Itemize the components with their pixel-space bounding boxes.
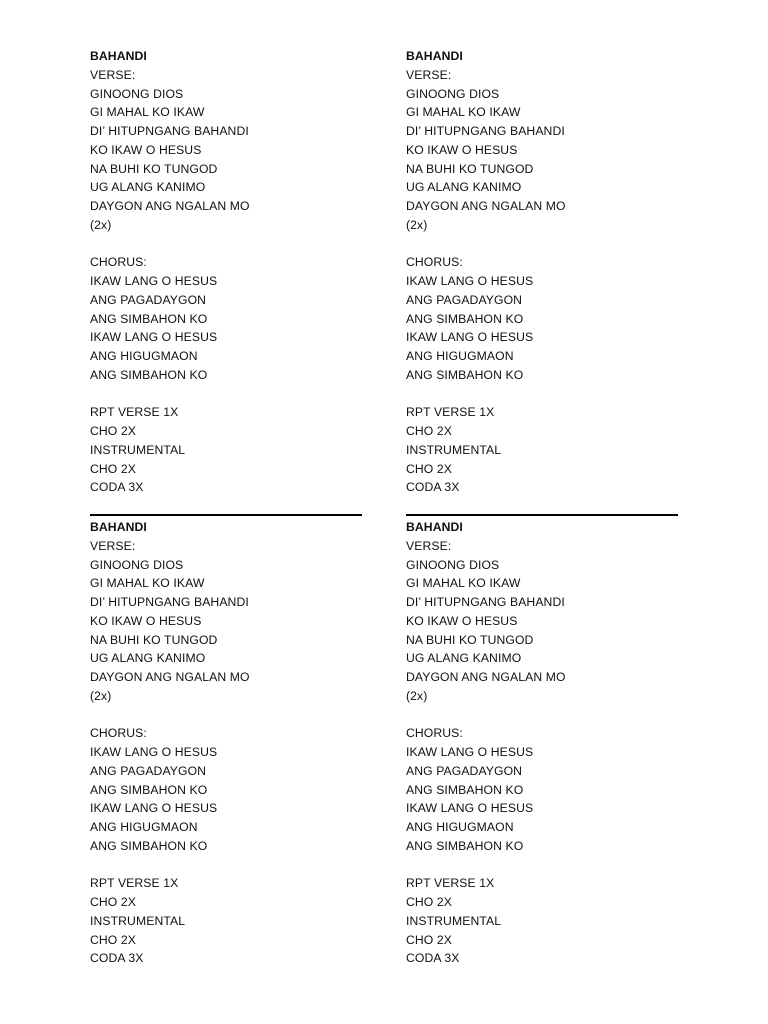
chorus-line: IKAW LANG O HESUS bbox=[406, 274, 534, 288]
chorus-line: ANG HIGUGMAON bbox=[406, 349, 514, 363]
divider-line-left bbox=[90, 514, 362, 516]
chorus-line: ANG PAGADAYGON bbox=[90, 292, 207, 307]
arrangement-line: CODA 3X bbox=[406, 480, 460, 495]
verse-line: NA BUHI KO TUNGOD bbox=[406, 632, 534, 647]
verse-line: GINOONG DIOS bbox=[90, 557, 184, 572]
arrangement-line: INSTRUMENTAL bbox=[406, 442, 502, 457]
arrangement-line: RPT VERSE 1X bbox=[90, 876, 179, 891]
song-title: BAHANDI bbox=[90, 520, 147, 534]
chorus-line: ANG HIGUGMAON bbox=[406, 820, 514, 834]
chorus-line: IKAW LANG O HESUS bbox=[406, 330, 534, 345]
chorus-label: CHORUS: bbox=[406, 726, 463, 741]
lyrics-copy-bottom-left bbox=[90, 518, 362, 968]
verse-label: VERSE: bbox=[90, 67, 136, 82]
verse-line: DI’ HITUPNGANG BAHANDI bbox=[90, 124, 249, 138]
verse-line: DI’ HITUPNGANG BAHANDI bbox=[406, 595, 565, 609]
arrangement-line: CHO 2X bbox=[406, 461, 452, 476]
verse-line: GI MAHAL KO IKAW bbox=[90, 105, 205, 120]
arrangement-line: CHO 2X bbox=[90, 932, 136, 947]
chorus-line: ANG SIMBAHON KO bbox=[90, 838, 208, 853]
lyrics-copy-bottom-right bbox=[406, 518, 678, 968]
verse-line: GI MAHAL KO IKAW bbox=[90, 576, 205, 591]
chorus-label: CHORUS: bbox=[406, 255, 463, 270]
chorus-line: ANG SIMBAHON KO bbox=[90, 782, 208, 797]
verse-line: UG ALANG KANIMO bbox=[406, 180, 522, 195]
verse-line: UG ALANG KANIMO bbox=[90, 180, 206, 195]
verse-line: GI MAHAL KO IKAW bbox=[406, 105, 521, 120]
chorus-line: ANG PAGADAYGON bbox=[406, 292, 523, 307]
verse-line: DAYGON ANG NGALAN MO bbox=[90, 670, 250, 684]
arrangement-line: CODA 3X bbox=[90, 480, 144, 495]
arrangement-line: INSTRUMENTAL bbox=[90, 442, 186, 457]
lyrics-copy-top-left bbox=[90, 47, 362, 497]
chorus-label: CHORUS: bbox=[90, 726, 147, 741]
verse-repeat: (2x) bbox=[406, 688, 428, 703]
verse-repeat: (2x) bbox=[406, 217, 428, 232]
verse-line: KO IKAW O HESUS bbox=[406, 613, 518, 628]
arrangement-line: CODA 3X bbox=[406, 951, 460, 966]
chorus-label: CHORUS: bbox=[90, 255, 147, 270]
divider-line-right bbox=[406, 514, 678, 516]
verse-line: DAYGON ANG NGALAN MO bbox=[90, 199, 250, 213]
spacer bbox=[406, 385, 678, 404]
arrangement-line: CHO 2X bbox=[90, 895, 136, 909]
spacer bbox=[406, 706, 678, 725]
arrangement-line: INSTRUMENTAL bbox=[406, 913, 502, 928]
chorus-line: ANG SIMBAHON KO bbox=[406, 782, 524, 797]
arrangement-line: CHO 2X bbox=[406, 932, 452, 947]
chorus-line: IKAW LANG O HESUS bbox=[406, 801, 534, 816]
arrangement-line: CHO 2X bbox=[406, 895, 452, 909]
lyrics-copy-top-right bbox=[406, 47, 678, 497]
spacer bbox=[406, 235, 678, 254]
verse-line: NA BUHI KO TUNGOD bbox=[90, 161, 218, 176]
verse-line: GINOONG DIOS bbox=[406, 557, 500, 572]
verse-line: UG ALANG KANIMO bbox=[406, 651, 522, 666]
chorus-line: ANG SIMBAHON KO bbox=[406, 367, 524, 382]
spacer bbox=[90, 856, 362, 875]
verse-line: DAYGON ANG NGALAN MO bbox=[406, 199, 566, 213]
spacer bbox=[90, 235, 362, 254]
spacer bbox=[90, 706, 362, 725]
verse-line: KO IKAW O HESUS bbox=[90, 613, 202, 628]
song-title: BAHANDI bbox=[406, 49, 463, 63]
arrangement-line: RPT VERSE 1X bbox=[406, 876, 495, 891]
verse-label: VERSE: bbox=[406, 538, 452, 553]
arrangement-line: CODA 3X bbox=[90, 951, 144, 966]
chorus-line: ANG SIMBAHON KO bbox=[90, 367, 208, 382]
verse-label: VERSE: bbox=[90, 538, 136, 553]
spacer bbox=[90, 385, 362, 404]
chorus-line: ANG HIGUGMAON bbox=[90, 820, 198, 834]
chorus-line: IKAW LANG O HESUS bbox=[90, 745, 218, 759]
verse-line: DI’ HITUPNGANG BAHANDI bbox=[406, 124, 565, 138]
verse-line: DI’ HITUPNGANG BAHANDI bbox=[90, 595, 249, 609]
verse-line: GI MAHAL KO IKAW bbox=[406, 576, 521, 591]
chorus-line: ANG HIGUGMAON bbox=[90, 349, 198, 363]
arrangement-line: INSTRUMENTAL bbox=[90, 913, 186, 928]
chorus-line: ANG SIMBAHON KO bbox=[406, 838, 524, 853]
verse-line: NA BUHI KO TUNGOD bbox=[406, 161, 534, 176]
arrangement-line: CHO 2X bbox=[90, 424, 136, 438]
verse-line: GINOONG DIOS bbox=[406, 86, 500, 101]
arrangement-line: CHO 2X bbox=[406, 424, 452, 438]
song-title: BAHANDI bbox=[90, 49, 147, 63]
arrangement-line: RPT VERSE 1X bbox=[90, 405, 179, 420]
verse-line: DAYGON ANG NGALAN MO bbox=[406, 670, 566, 684]
verse-label: VERSE: bbox=[406, 67, 452, 82]
verse-line: GINOONG DIOS bbox=[90, 86, 184, 101]
verse-line: KO IKAW O HESUS bbox=[90, 142, 202, 157]
verse-line: KO IKAW O HESUS bbox=[406, 142, 518, 157]
arrangement-line: CHO 2X bbox=[90, 461, 136, 476]
song-title: BAHANDI bbox=[406, 520, 463, 534]
arrangement-line: RPT VERSE 1X bbox=[406, 405, 495, 420]
verse-repeat: (2x) bbox=[90, 217, 112, 232]
chorus-line: ANG PAGADAYGON bbox=[90, 763, 207, 778]
verse-line: NA BUHI KO TUNGOD bbox=[90, 632, 218, 647]
spacer bbox=[406, 856, 678, 875]
chorus-line: ANG SIMBAHON KO bbox=[406, 311, 524, 326]
chorus-line: IKAW LANG O HESUS bbox=[90, 274, 218, 288]
verse-repeat: (2x) bbox=[90, 688, 112, 703]
verse-line: UG ALANG KANIMO bbox=[90, 651, 206, 666]
chorus-line: ANG SIMBAHON KO bbox=[90, 311, 208, 326]
chorus-line: IKAW LANG O HESUS bbox=[90, 330, 218, 345]
chorus-line: IKAW LANG O HESUS bbox=[90, 801, 218, 816]
chorus-line: IKAW LANG O HESUS bbox=[406, 745, 534, 759]
chorus-line: ANG PAGADAYGON bbox=[406, 763, 523, 778]
